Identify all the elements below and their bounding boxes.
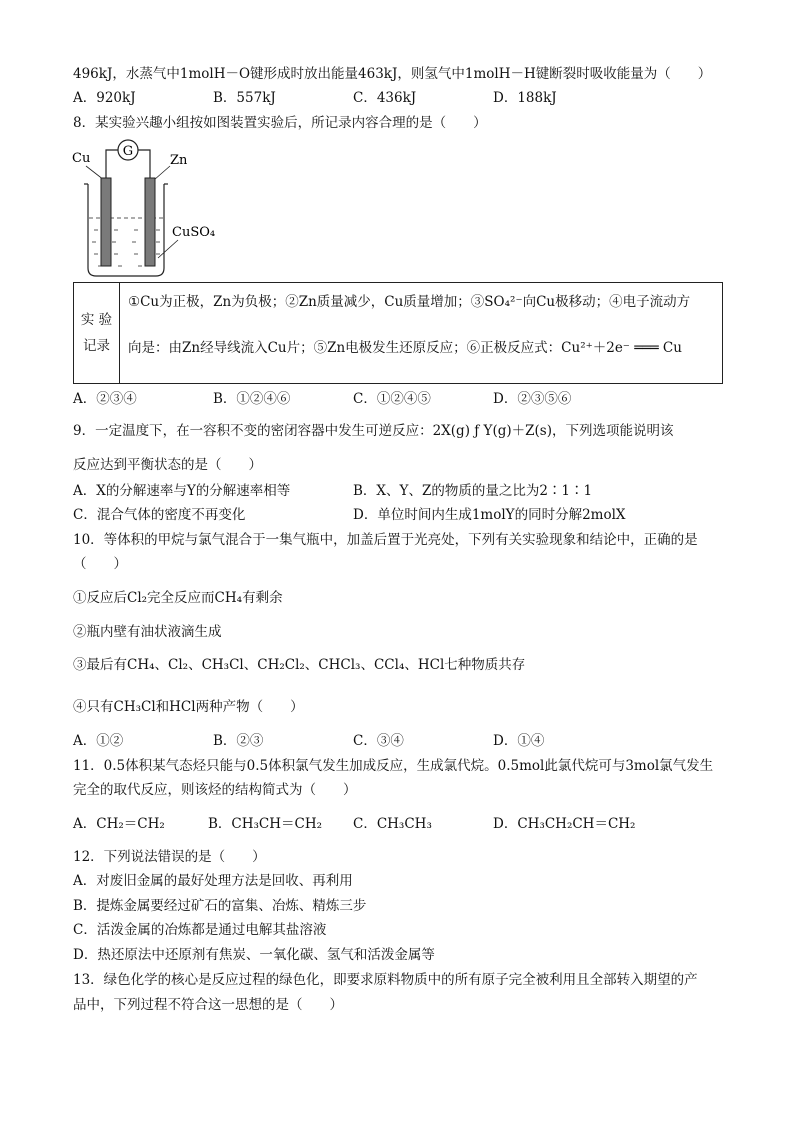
- q9-option-a[interactable]: A．X的分解速率与Y的分解速率相等: [73, 483, 291, 499]
- q13-stem-line2: 品中，下列过程不符合这一思想的是（ ）: [73, 997, 343, 1013]
- q10-option-b[interactable]: B．②③: [213, 733, 264, 749]
- zn-electrode: [145, 178, 155, 266]
- q11-option-c[interactable]: C．CH₃CH₃: [353, 816, 432, 832]
- q12-option-a[interactable]: A．对废旧金属的最好处理方法是回收、再利用: [73, 873, 353, 889]
- table-header-line2: 记录: [83, 338, 110, 354]
- q13-stem-line1: 13．绿色化学的核心是反应过程的绿色化，即要求原料物质中的所有原子完全被利用且全部转入期望的产: [73, 972, 698, 988]
- q10-option-d[interactable]: D．①④: [493, 733, 545, 749]
- q7-option-c[interactable]: C．436kJ: [353, 90, 417, 106]
- galvanic-cell-figure: [70, 136, 230, 282]
- table-content-cell: [128, 291, 716, 359]
- table-row-2: 向是：由Zn经导线流入Cu片；⑤Zn电极发生还原反应；⑥正极反应式：Cu²⁺＋2e⁻ ═══ Cu: [128, 340, 682, 356]
- zn-pointer: [154, 166, 170, 180]
- cuso4-label: CuSO₄: [172, 225, 216, 240]
- q10-item-3: ③最后有CH₄、Cl₂、CH₃Cl、CH₂Cl₂、CHCl₃、CCl₄、HCl七种物质共存: [73, 657, 526, 673]
- q8-option-c[interactable]: C．①②④⑤: [353, 391, 431, 407]
- cuso4-pointer: [158, 240, 178, 258]
- q12-stem: 12．下列说法错误的是（ ）: [73, 849, 266, 865]
- q7-option-d[interactable]: D．188kJ: [493, 90, 557, 106]
- q9-stem-line1: 9．一定温度下，在一容积不变的密闭容器中发生可逆反应：2X(g) ƒ Y(g)＋Z(s)，下列选项能说明该: [73, 423, 674, 439]
- q10-options: [73, 731, 733, 751]
- q7-options: [73, 88, 733, 108]
- galvanometer-label: G: [122, 144, 134, 159]
- wire-right: [138, 150, 150, 180]
- q11-stem-line2: 完全的取代反应，则该烃的结构简式为（ ）: [73, 782, 357, 798]
- table-row-1: ①Cu为正极，Zn为负极；②Zn质量减少，Cu质量增加；③SO₄²⁻向Cu极移动；④电子流动方: [128, 294, 691, 310]
- q12-option-c[interactable]: C．活泼金属的冶炼都是通过电解其盐溶液: [73, 922, 327, 938]
- q7-option-a[interactable]: A．920kJ: [73, 90, 136, 106]
- q8-option-a[interactable]: A．②③④: [73, 391, 137, 407]
- q11-option-d[interactable]: D．CH₃CH₂CH＝CH₂: [493, 816, 636, 832]
- experiment-record-table: [73, 282, 723, 384]
- q9-options-row2: [73, 505, 733, 525]
- q7-stem-tail: 496kJ，水蒸气中1molH－O键形成时放出能量463kJ，则氢气中1molH－H键断裂时吸收能量为（ ）: [73, 66, 712, 82]
- q11-stem-line1: 11．0.5体积某气态烃只能与0.5体积氯气发生加成反应，生成氯代烷。0.5mol此氯代烷可与3mol氯气发生: [73, 758, 714, 774]
- cu-electrode: [101, 178, 111, 266]
- cu-label: Cu: [72, 151, 91, 166]
- q9-option-b[interactable]: B．X、Y、Z的物质的量之比为2∶1∶1: [353, 483, 593, 499]
- q11-option-b[interactable]: B．CH₃CH＝CH₂: [208, 816, 323, 832]
- q12-option-d[interactable]: D．热还原法中还原剂有焦炭、一氧化碳、氢气和活泼金属等: [73, 947, 435, 963]
- q8-options: [73, 389, 733, 409]
- q8-option-b[interactable]: B．①②④⑥: [213, 391, 291, 407]
- q9-options-row1: [73, 481, 733, 501]
- q11-option-a[interactable]: A．CH₂＝CH₂: [73, 816, 165, 832]
- zn-label: Zn: [170, 153, 188, 168]
- table-header-line1: 实 验: [80, 312, 113, 328]
- wire-left: [106, 150, 118, 180]
- q8-stem: 8．某实验兴趣小组按如图装置实验后，所记录内容合理的是（ ）: [73, 115, 487, 131]
- q10-option-a[interactable]: A．①②: [73, 733, 124, 749]
- q11-options: [73, 814, 733, 834]
- q9-option-c[interactable]: C．混合气体的密度不再变化: [73, 507, 246, 523]
- q10-stem-line1: 10．等体积的甲烷与氯气混合于一集气瓶中，加盖后置于光亮处，下列有关实验现象和结论中，正确的是: [73, 532, 698, 548]
- q10-stem-line2: （ ）: [73, 556, 127, 572]
- q10-item-1: ①反应后Cl₂完全反应而CH₄有剩余: [73, 590, 283, 606]
- table-header-cell: [74, 283, 120, 383]
- q9-option-d[interactable]: D．单位时间内生成1molY的同时分解2molX: [353, 507, 626, 523]
- q9-stem-line2: 反应达到平衡状态的是（ ）: [73, 457, 262, 473]
- q10-item-2: ②瓶内壁有油状液滴生成: [73, 624, 222, 640]
- q10-item-4: ④只有CH₃Cl和HCl两种产物（ ）: [73, 699, 304, 715]
- q12-option-b[interactable]: B．提炼金属要经过矿石的富集、冶炼、精炼三步: [73, 898, 367, 914]
- q10-option-c[interactable]: C．③④: [353, 733, 404, 749]
- q7-option-b[interactable]: B．557kJ: [213, 90, 276, 106]
- q8-option-d[interactable]: D．②③⑤⑥: [493, 391, 572, 407]
